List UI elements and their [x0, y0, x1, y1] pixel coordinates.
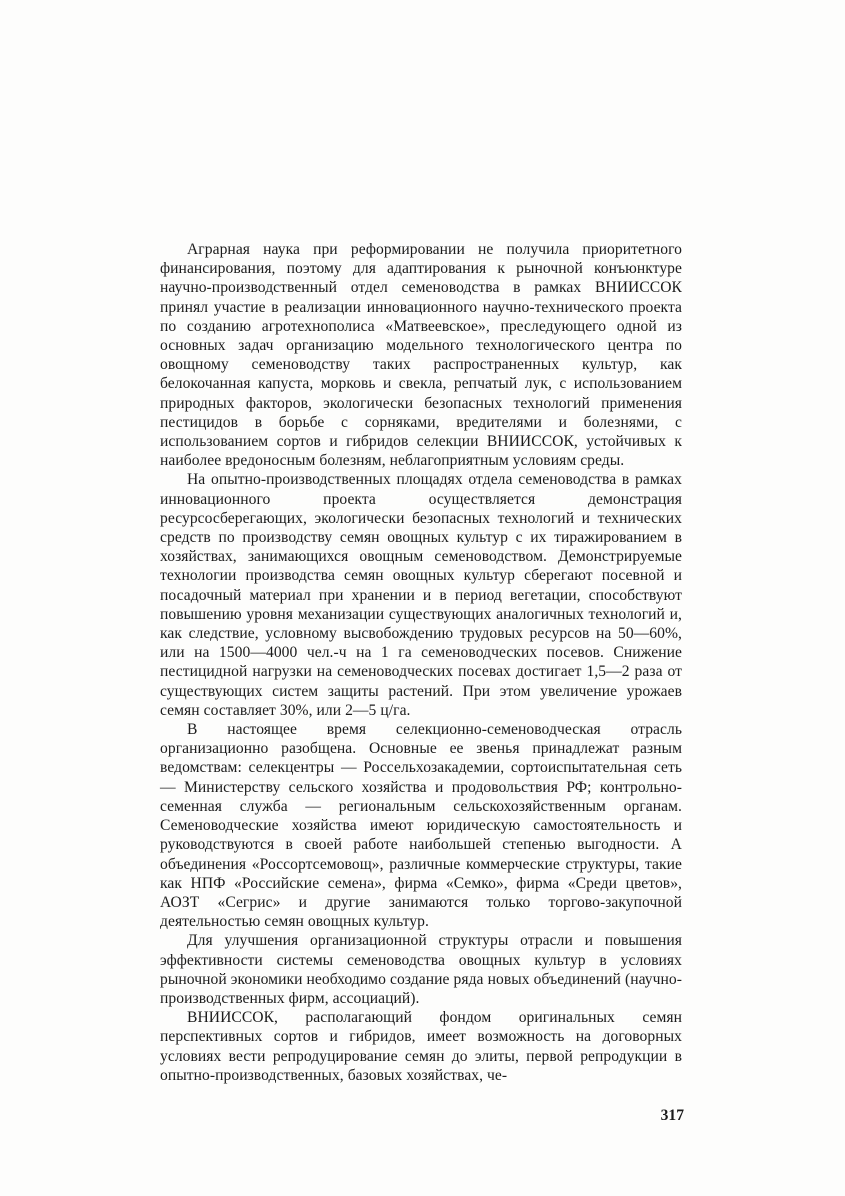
paragraph-3: В настоящее время селекционно-семеноводческая отрасль организационно разобщена. Основные ее звенья принадлежат разным ведомствам: селекцентры — Россельхозакадемии, сортоиспытательная сеть — Министерству сельского хозяйства и продовольствия РФ; контрольно-семенная служба — региональным сельскохозяйственным органам. Семеноводческие хозяйства имеют юридическую самостоятельность и руководствуются в своей работе наибольшей степенью выгодности. А объединения «Россортсемовощ», различные коммерческие структуры, такие как НПФ «Российские семена», фирма «Семко», фирма «Среди цветов», АОЗТ «Сегрис» и другие занимаются только торгово-закупочной деятельностью семян овощных культур. [160, 721, 682, 931]
paragraph-5: ВНИИССОК, располагающий фондом оригинальных семян перспективных сортов и гибридов, имеет возможность на договорных условиях вести репродуцирование семян до элиты, первой репродукции в опытно-производственных, базовых хозяйствах, че- [160, 1009, 682, 1084]
page-number: 317 [660, 1107, 684, 1124]
paragraph-2: На опытно-производственных площадях отдела семеноводства в рамках инновационного проекта осуществляется демонстрация ресурсосберегающих, экологически безопасных технологий и технических средств по производству семян овощных культур с их тиражированием в хозяйствах, занимающихся овощным семеноводством. Демонстрируемые технологии производства семян овощных культур сберегают посевной и посадочный материал при хранении и в период вегетации, способствуют повышению уровня механизации существующих аналогичных технологий и, как следствие, условному высвобождению трудовых ресурсов на 50—60%, или на 1500—4000 чел.-ч на 1 га семеноводческих посевов. Снижение пестицидной нагрузки на семеноводческих посевах достигает 1,5—2 раза от существующих систем защиты растений. При этом увеличение урожаев семян составляет 30%, или 2—5 ц/га. [160, 471, 682, 719]
paragraph-1: Аграрная наука при реформировании не получила приоритетного финансирования, поэтому для адаптирования к рыночной конъюнктуре научно-производственный отдел семеноводства в рамках ВНИИССОК принял участие в реализации инновационного научно-технического проекта по созданию агротехнополиса «Матвеевское», преследующего одной из основных задач организацию модельного технологического центра по овощному семеноводству таких распространенных культур, как белокочанная капуста, морковь и свекла, репчатый лук, с использованием природных факторов, экологически безопасных технологий применения пестицидов в борьбе с сорняками, вредителями и болезнями, с использованием сортов и гибридов селекции ВНИИССОК, устойчивых к наиболее вредоносным болезням, неблагоприятным условиям среды. [160, 241, 682, 470]
body-text [160, 240, 682, 1085]
paragraph-4: Для улучшения организационной структуры отрасли и повышения эффективности системы семеноводства овощных культур в условиях рыночной экономики необходимо создание ряда новых объединений (научно-производственных фирм, ассоциаций). [160, 932, 682, 1007]
